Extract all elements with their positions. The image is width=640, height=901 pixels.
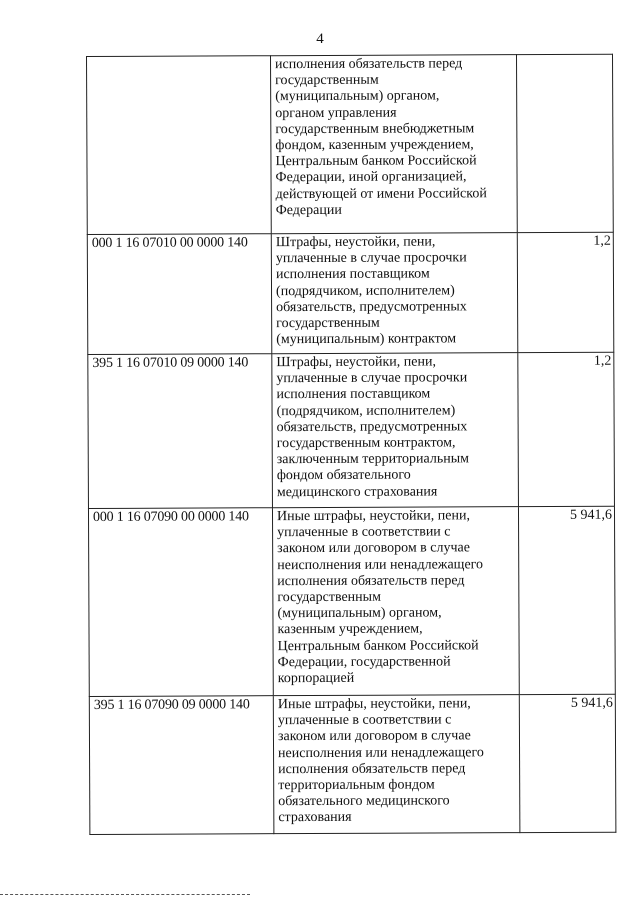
page-bottom-rule xyxy=(0,894,250,895)
page-number: 4 xyxy=(316,31,324,47)
table-row xyxy=(87,54,614,234)
amount-cell: 1,2 xyxy=(517,232,614,352)
budget-code-cell: 395 1 16 07090 09 0000 140 xyxy=(89,696,274,835)
budget-code-cell: 000 1 16 07090 00 0000 140 xyxy=(88,508,273,697)
revenue-name-cell: Иные штрафы, неустойки, пени, уплаченные в соответствии с законом или договором в случае неисполнения или ненадлежащего исполнения обязательств перед территориальным фондом обязательного медицинского страхования xyxy=(273,695,520,834)
amount-cell: 5 941,6 xyxy=(518,506,615,694)
revenue-name-cell: Штрафы, неустойки, пени, уплаченные в случае просрочки исполнения поставщиком (подрядчиком, исполнителем) обязательств, предусмотренных государственным (муниципальным) контрактом xyxy=(271,233,518,354)
revenue-name-cell: Иные штрафы, неустойки, пени, уплаченные в соответствии с законом или договором в случае неисполнения или ненадлежащего исполнения обязательств перед государственным (муниципальным) органом, казенным учреждением, Центральным банком Российской Федерации, государственной корпорацией xyxy=(272,507,519,696)
table-row xyxy=(88,506,615,696)
budget-code-cell xyxy=(87,56,272,235)
amount-cell: 5 941,6 xyxy=(519,694,616,832)
budget-code-cell: 000 1 16 07010 00 0000 140 xyxy=(87,234,272,355)
amount-cell xyxy=(516,54,613,232)
table-row xyxy=(89,694,616,834)
revenue-name-cell: Штрафы, неустойки, пени, уплаченные в случае просрочки исполнения поставщиком (подрядчиком, исполнителем) обязательств, предусмотренных государственным контрактом, заключенным территориальным фондом обязательного медицинского страхования xyxy=(272,353,519,508)
budget-revenue-table xyxy=(86,54,616,835)
revenue-name-cell: исполнения обязательств перед государственным (муниципальным) органом, органом управления государственным внебюджетным фондом, казенным учреждением, Центральным банком Российской Федерации, иной организацией, действующей от имени Российской Федерации xyxy=(271,55,518,234)
table-row xyxy=(88,352,615,508)
budget-code-cell: 395 1 16 07010 09 0000 140 xyxy=(88,354,273,509)
table-row xyxy=(87,232,614,354)
amount-cell: 1,2 xyxy=(518,352,615,506)
